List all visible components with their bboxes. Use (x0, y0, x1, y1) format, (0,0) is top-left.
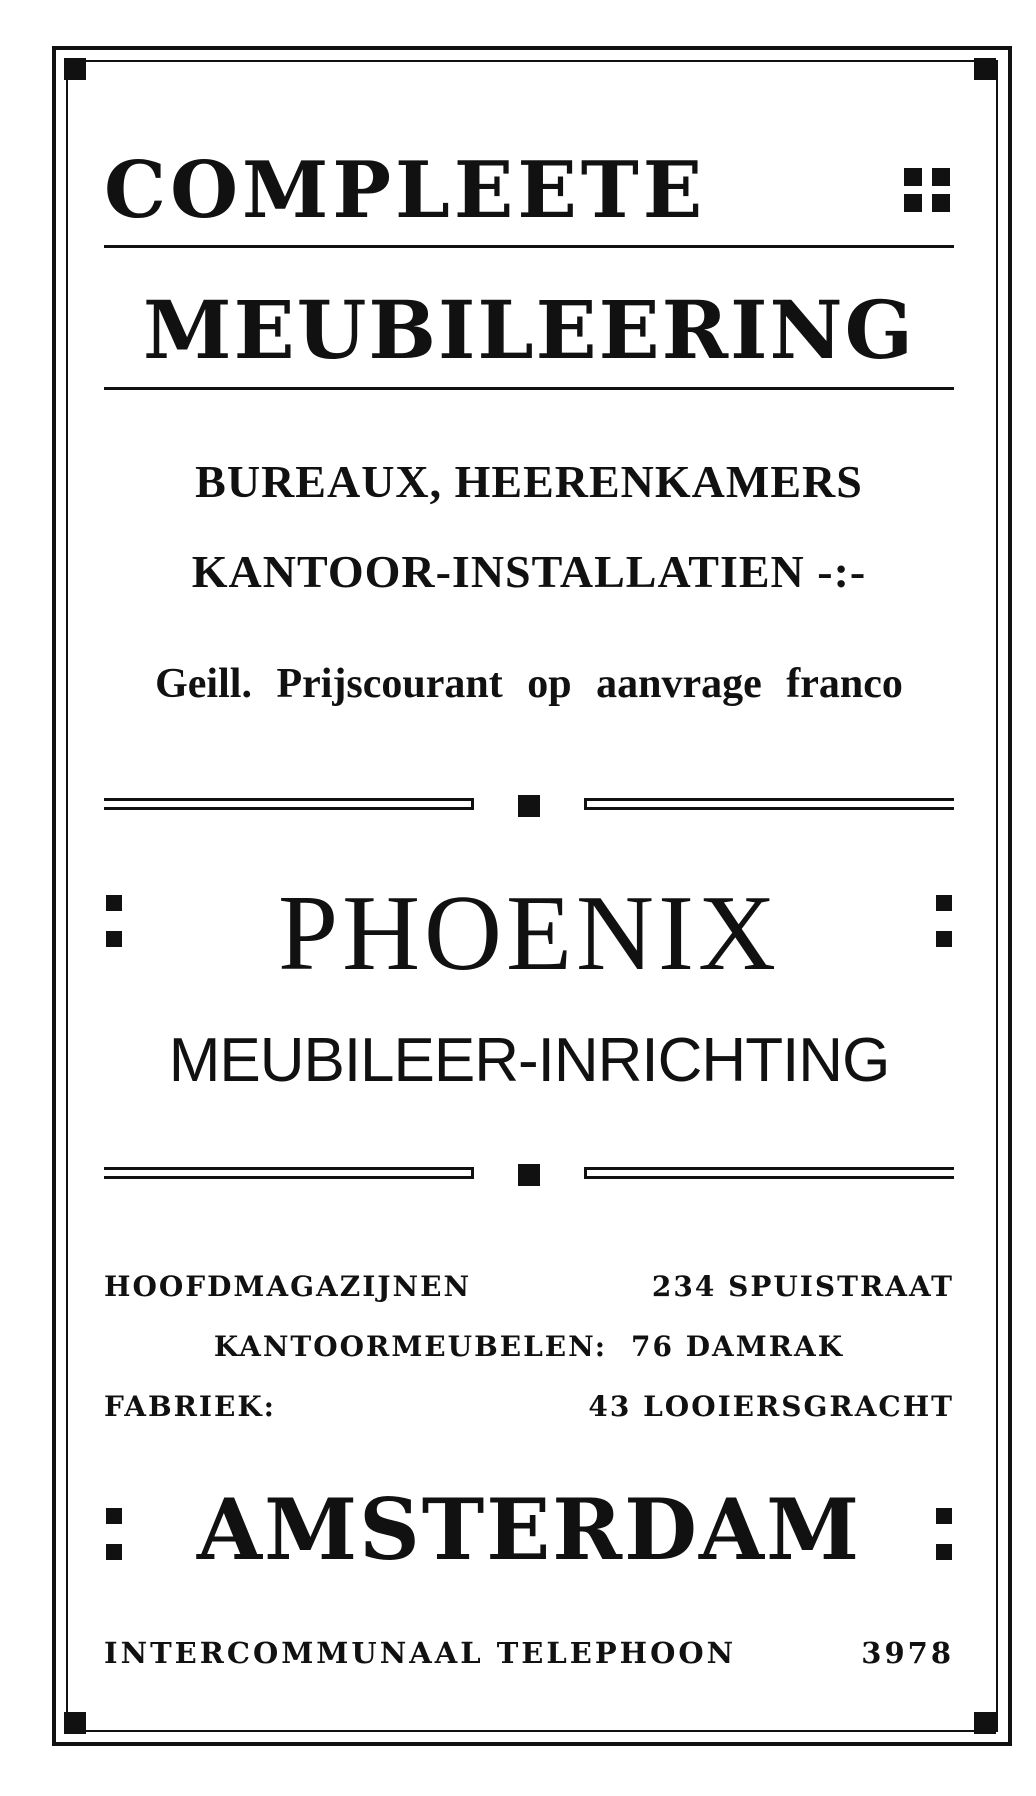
heading-rule-2 (104, 387, 954, 390)
telephone-line (104, 1636, 954, 1670)
heading-line-1 (104, 140, 954, 240)
address-label: KANTOORMEUBELEN: (213, 1330, 608, 1363)
company-name: PHOENIX (278, 874, 780, 993)
heading-rule-1 (104, 245, 954, 248)
address-value: 76 DAMRAK (631, 1330, 845, 1363)
square-ornament-icon (518, 1164, 540, 1186)
corner-ornament-top-left (64, 58, 86, 80)
heading-meubileering: MEUBILEERING (143, 283, 915, 377)
square-ornament-icon (904, 168, 950, 212)
price-list-note: Geill. Prijscourant op aanvrage franco (155, 661, 903, 707)
ornamental-divider (104, 1164, 954, 1186)
company-subtitle: MEUBILEER-INRICHTING (168, 1026, 890, 1095)
address-row (104, 1390, 954, 1423)
corner-ornament-bottom-left (64, 1712, 86, 1734)
address-value: 234 SPUISTRAAT (651, 1270, 954, 1303)
address-label: FABRIEK: (104, 1390, 277, 1423)
telephone-number: 3978 (861, 1636, 954, 1670)
address-label: HOOFDMAGAZIJNEN (104, 1270, 472, 1303)
address-value: 43 LOOIERSGRACHT (588, 1390, 954, 1423)
square-ornament-icon (518, 795, 540, 817)
heading-compleete: COMPLEETE (104, 144, 707, 236)
telephone-label: INTERCOMMUNAAL TELEPHOON (104, 1636, 737, 1670)
corner-ornament-top-right (974, 58, 996, 80)
services-line-2: KANTOOR-INSTALLATIEN -:- (191, 546, 867, 597)
corner-ornament-bottom-right (974, 1712, 996, 1734)
city-name: AMSTERDAM (196, 1480, 862, 1579)
ornamental-divider (104, 795, 954, 817)
address-row (104, 1270, 954, 1303)
address-row (104, 1330, 954, 1363)
heading-line-2 (104, 280, 954, 380)
services-line-1: BUREAUX, HEERENKAMERS (195, 456, 863, 507)
